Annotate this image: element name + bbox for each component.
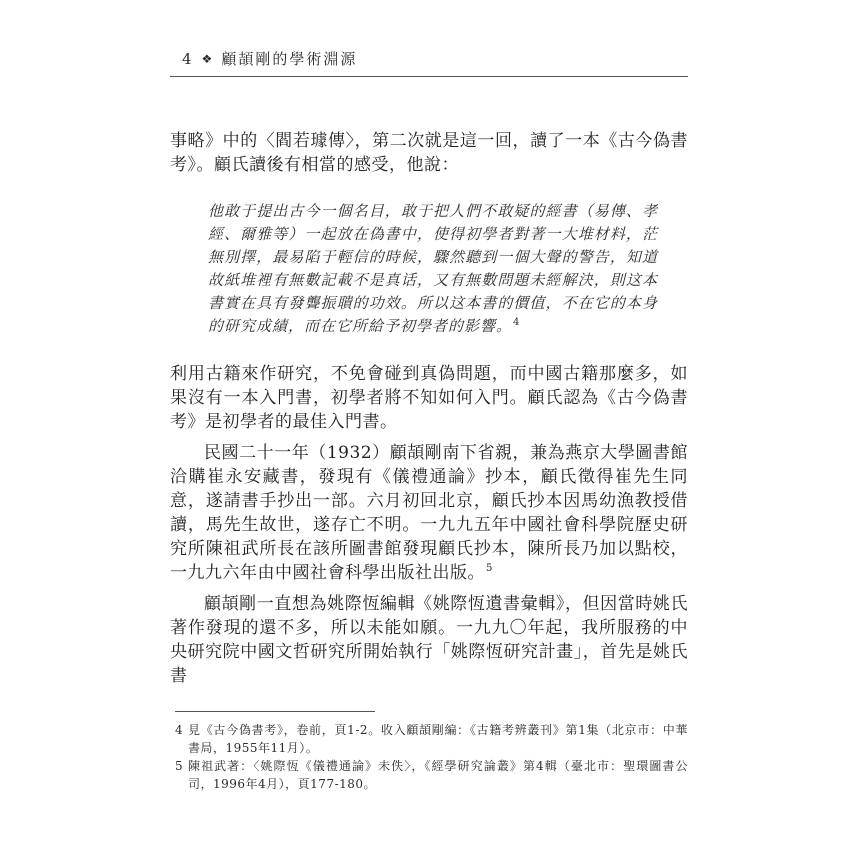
footnote-number: 5 [175,759,183,773]
paragraph: 利用古籍來作研究，不免會碰到真偽問題，而中國古籍那麼多，如果沒有一本入門書，初學者將不知如何入門。顧氏認為《古今偽書考》是初學者的最佳入門書。 [170,364,688,432]
quote-text: 他敢于提出古今一個名目，敢于把人們不敢疑的經書（易傳、孝經、爾雅等）一起放在偽書中，使得初學者對著一大堆材料，茫無別擇，最易陷于輕信的時候，驟然聽到一個大聲的警告，知道故紙堆裡有無數記載不是真话，又有無數問題未經解決，則这本書實在具有發聾振聵的功效。所以这本書的價值，不在它的本身的研究成績，而在它所給予初學者的影響。 [208,202,658,335]
paragraph: 事略》中的〈閻若璩傳〉，第二次就是這一回，讀了一本《古今偽書考》。顧氏讀後有相當的感受，他說： [170,131,688,175]
paragraph [170,441,688,585]
footnote-separator [175,711,375,712]
running-header [170,50,688,77]
footnote-ref-5: 5 [486,563,493,575]
block-quote [208,200,658,338]
footnote-item [170,757,688,793]
diamond-divider-icon: ❖ [201,52,213,66]
running-title: 顧頡剛的學術淵源 [221,50,358,68]
paragraph-text: 民國二十一年（1932）顧頡剛南下省親，兼為燕京大學圖書館洽購崔永安藏書，發現有《儀禮通論》抄本，顧氏徵得崔先生同意，遂請書手抄出一部。六月初回北京，顧氏抄本因馬幼漁教授借讀，馬先生故世，遂存亡不明。一九九五年中國社會科學院歷史研究所陳祖武所長在該所圖書館發現顧氏抄本，陳所長乃加以點校，一九九六年由中國社會科學出版社出版。 [170,443,688,583]
paragraph: 顧頡剛一直想為姚際恆編輯《姚際恆遺書彙輯》，但因當時姚氏著作發現的還不多，所以未能如願。一九九〇年起，我所服務的中央研究院中國文哲研究所開始執行「姚際恆研究計畫」，首先是姚氏書 [170,594,688,686]
page-number: 4 [182,50,193,68]
body-text [170,129,688,688]
footnote-text: 陳祖武著：〈姚際恆《儀禮通論》未佚〉，《經學研究論叢》第4輯（臺北市：聖環圖書公司，1996年4月），頁177-180。 [188,759,688,791]
text-column [170,50,688,793]
footnote-number: 4 [175,723,183,737]
footnotes [170,721,688,793]
footnote-text: 見《古今偽書考》，卷前，頁1-2。收入顧頡剛編：《古籍考辨叢刊》第1集（北京市：中華書局，1955年11月）。 [188,723,688,755]
footnote-item [170,721,688,757]
footnote-ref-4: 4 [513,317,521,328]
